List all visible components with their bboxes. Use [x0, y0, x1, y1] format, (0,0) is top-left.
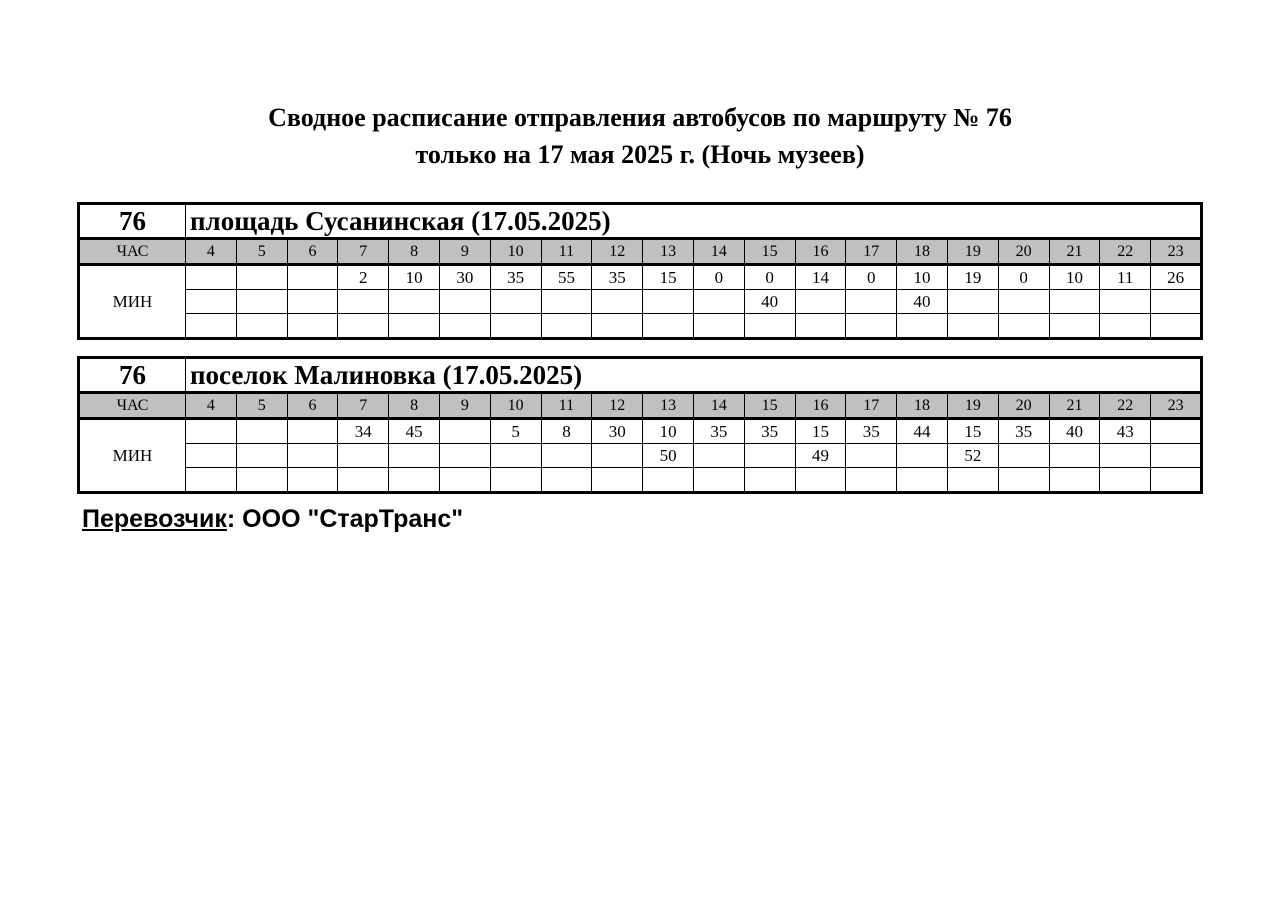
- hour-cell: 11: [541, 393, 592, 419]
- minute-cell: 40: [1049, 419, 1100, 444]
- minute-cell: 49: [795, 444, 846, 468]
- hour-cell: 14: [693, 239, 744, 265]
- hour-cell: 21: [1049, 393, 1100, 419]
- carrier-line: [82, 505, 463, 534]
- minute-cell: [287, 444, 338, 468]
- minute-cell: [389, 314, 440, 339]
- minute-cell: [1151, 444, 1202, 468]
- minute-label: МИН: [79, 419, 186, 493]
- minutes-row: [79, 419, 1202, 444]
- minute-cell: [236, 265, 287, 290]
- minute-cell: 35: [693, 419, 744, 444]
- minute-cell: [236, 468, 287, 493]
- minute-cell: [897, 314, 948, 339]
- hour-cell: 6: [287, 393, 338, 419]
- minute-cell: 0: [998, 265, 1049, 290]
- minute-cell: 19: [947, 265, 998, 290]
- hour-cell: 22: [1100, 393, 1151, 419]
- minute-label: МИН: [79, 265, 186, 339]
- minute-cell: [490, 468, 541, 493]
- minute-cell: [186, 265, 237, 290]
- hour-cell: 20: [998, 393, 1049, 419]
- minute-cell: [846, 314, 897, 339]
- hour-cell: 14: [693, 393, 744, 419]
- minute-cell: [1049, 468, 1100, 493]
- minute-cell: 30: [439, 265, 490, 290]
- hour-cell: 9: [439, 239, 490, 265]
- minute-cell: [287, 419, 338, 444]
- minute-cell: [389, 444, 440, 468]
- minute-cell: [439, 444, 490, 468]
- minute-cell: [186, 444, 237, 468]
- minute-cell: 34: [338, 419, 389, 444]
- title-line-2: только на 17 мая 2025 г. (Ночь музеев): [415, 140, 865, 169]
- route-number: 76: [79, 358, 186, 393]
- hour-cell: 12: [592, 239, 643, 265]
- minute-cell: 14: [795, 265, 846, 290]
- minute-cell: [490, 444, 541, 468]
- minutes-row: [79, 444, 1202, 468]
- minute-cell: [947, 468, 998, 493]
- minute-cell: [1049, 290, 1100, 314]
- minute-cell: [439, 290, 490, 314]
- schedule-table-susaninskaya: [77, 202, 1203, 340]
- hour-cell: 10: [490, 239, 541, 265]
- minute-cell: [592, 290, 643, 314]
- minute-cell: [744, 314, 795, 339]
- carrier-label: Перевозчик: [82, 505, 227, 533]
- hour-cell: 22: [1100, 239, 1151, 265]
- minute-cell: [846, 468, 897, 493]
- minute-cell: 35: [846, 419, 897, 444]
- minute-cell: [795, 468, 846, 493]
- minute-cell: 2: [338, 265, 389, 290]
- minute-cell: 10: [897, 265, 948, 290]
- minute-cell: [744, 468, 795, 493]
- hours-row: [79, 239, 1202, 265]
- minutes-row: [79, 468, 1202, 493]
- minutes-row: [79, 290, 1202, 314]
- hour-cell: 13: [643, 393, 694, 419]
- minute-cell: [439, 468, 490, 493]
- hour-cell: 4: [186, 393, 237, 419]
- minute-cell: [592, 468, 643, 493]
- hour-cell: 10: [490, 393, 541, 419]
- hour-cell: 23: [1151, 393, 1202, 419]
- minute-cell: [1151, 290, 1202, 314]
- page-title: [0, 99, 1280, 173]
- minute-cell: 35: [744, 419, 795, 444]
- minute-cell: [287, 290, 338, 314]
- minute-cell: [592, 314, 643, 339]
- minute-cell: [643, 314, 694, 339]
- hour-cell: 7: [338, 239, 389, 265]
- minute-cell: [693, 290, 744, 314]
- minute-cell: [389, 290, 440, 314]
- hour-cell: 19: [947, 393, 998, 419]
- minute-cell: 35: [592, 265, 643, 290]
- hours-row: [79, 393, 1202, 419]
- title-line-1: Сводное расписание отправления автобусов по маршруту № 76: [268, 103, 1012, 132]
- minute-cell: 40: [744, 290, 795, 314]
- schedule-table-malinovka: [77, 356, 1203, 494]
- minute-cell: 0: [846, 265, 897, 290]
- minute-cell: 50: [643, 444, 694, 468]
- minute-cell: [897, 468, 948, 493]
- minute-cell: [338, 468, 389, 493]
- stop-name: площадь Сусанинская (17.05.2025): [186, 204, 1202, 239]
- minute-cell: 45: [389, 419, 440, 444]
- hour-cell: 17: [846, 239, 897, 265]
- hour-cell: 19: [947, 239, 998, 265]
- minute-cell: [338, 314, 389, 339]
- minute-cell: [186, 314, 237, 339]
- minute-cell: [1151, 419, 1202, 444]
- minute-cell: 5: [490, 419, 541, 444]
- minute-cell: [1100, 468, 1151, 493]
- hour-cell: 6: [287, 239, 338, 265]
- hour-label: ЧАС: [79, 239, 186, 265]
- hour-cell: 21: [1049, 239, 1100, 265]
- minute-cell: 10: [389, 265, 440, 290]
- minute-cell: 15: [795, 419, 846, 444]
- minute-cell: [541, 314, 592, 339]
- hour-cell: 15: [744, 393, 795, 419]
- hour-cell: 5: [236, 239, 287, 265]
- minute-cell: [744, 444, 795, 468]
- minute-cell: [236, 290, 287, 314]
- hour-cell: 16: [795, 393, 846, 419]
- minute-cell: [541, 468, 592, 493]
- table-header-row: [79, 204, 1202, 239]
- minute-cell: [186, 419, 237, 444]
- minute-cell: 0: [744, 265, 795, 290]
- minute-cell: [592, 444, 643, 468]
- minute-cell: [643, 290, 694, 314]
- stop-name: поселок Малиновка (17.05.2025): [186, 358, 1202, 393]
- minute-cell: [693, 468, 744, 493]
- hour-cell: 4: [186, 239, 237, 265]
- minute-cell: 15: [643, 265, 694, 290]
- minute-cell: [389, 468, 440, 493]
- hour-cell: 7: [338, 393, 389, 419]
- hour-cell: 13: [643, 239, 694, 265]
- hour-label: ЧАС: [79, 393, 186, 419]
- minute-cell: [947, 314, 998, 339]
- minute-cell: 0: [693, 265, 744, 290]
- minute-cell: 8: [541, 419, 592, 444]
- minute-cell: [490, 314, 541, 339]
- minute-cell: [1151, 314, 1202, 339]
- minute-cell: 15: [947, 419, 998, 444]
- minute-cell: [338, 290, 389, 314]
- minute-cell: 10: [643, 419, 694, 444]
- hour-cell: 17: [846, 393, 897, 419]
- minute-cell: [846, 444, 897, 468]
- minute-cell: [897, 444, 948, 468]
- minutes-row: [79, 314, 1202, 339]
- table-header-row: [79, 358, 1202, 393]
- minute-cell: [287, 468, 338, 493]
- route-number: 76: [79, 204, 186, 239]
- minute-cell: 35: [490, 265, 541, 290]
- minute-cell: [1049, 314, 1100, 339]
- minute-cell: [1049, 444, 1100, 468]
- minute-cell: 26: [1151, 265, 1202, 290]
- minute-cell: 44: [897, 419, 948, 444]
- minute-cell: [643, 468, 694, 493]
- hour-cell: 12: [592, 393, 643, 419]
- minute-cell: [236, 444, 287, 468]
- minute-cell: 35: [998, 419, 1049, 444]
- hour-cell: 18: [897, 393, 948, 419]
- minute-cell: 40: [897, 290, 948, 314]
- hour-cell: 15: [744, 239, 795, 265]
- minute-cell: [1100, 290, 1151, 314]
- minute-cell: [1100, 314, 1151, 339]
- minute-cell: [186, 290, 237, 314]
- minute-cell: [1151, 468, 1202, 493]
- hour-cell: 23: [1151, 239, 1202, 265]
- minute-cell: [693, 444, 744, 468]
- minute-cell: [998, 314, 1049, 339]
- minute-cell: [541, 444, 592, 468]
- minute-cell: [998, 444, 1049, 468]
- minute-cell: [1100, 444, 1151, 468]
- hour-cell: 9: [439, 393, 490, 419]
- minute-cell: 10: [1049, 265, 1100, 290]
- minute-cell: [490, 290, 541, 314]
- minute-cell: [846, 290, 897, 314]
- minute-cell: 43: [1100, 419, 1151, 444]
- minute-cell: [947, 290, 998, 314]
- minute-cell: [439, 419, 490, 444]
- hour-cell: 11: [541, 239, 592, 265]
- minute-cell: 11: [1100, 265, 1151, 290]
- minute-cell: [795, 314, 846, 339]
- hour-cell: 8: [389, 239, 440, 265]
- minute-cell: [541, 290, 592, 314]
- minute-cell: [236, 419, 287, 444]
- minute-cell: [287, 314, 338, 339]
- hour-cell: 8: [389, 393, 440, 419]
- minute-cell: [795, 290, 846, 314]
- minute-cell: 52: [947, 444, 998, 468]
- minute-cell: [186, 468, 237, 493]
- minute-cell: [439, 314, 490, 339]
- minute-cell: [338, 444, 389, 468]
- hour-cell: 16: [795, 239, 846, 265]
- minute-cell: 55: [541, 265, 592, 290]
- hour-cell: 5: [236, 393, 287, 419]
- minutes-row: [79, 265, 1202, 290]
- hour-cell: 20: [998, 239, 1049, 265]
- carrier-value: : ООО "СтарТранс": [226, 505, 464, 533]
- minute-cell: [998, 468, 1049, 493]
- minute-cell: [236, 314, 287, 339]
- hour-cell: 18: [897, 239, 948, 265]
- minute-cell: [693, 314, 744, 339]
- minute-cell: 30: [592, 419, 643, 444]
- minute-cell: [998, 290, 1049, 314]
- minute-cell: [287, 265, 338, 290]
